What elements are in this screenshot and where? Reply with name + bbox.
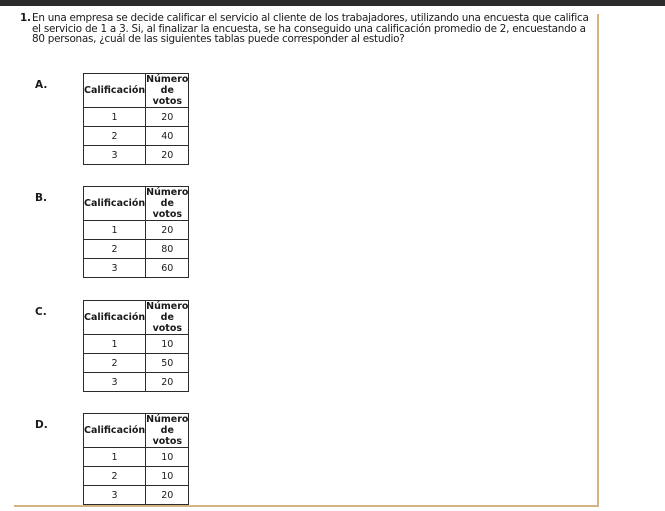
frame-right-border — [597, 14, 599, 507]
column-header-rating: Calificación — [84, 187, 146, 221]
rating-cell: 3 — [84, 373, 146, 392]
table-row — [84, 448, 189, 467]
votes-cell: 20 — [146, 221, 189, 240]
column-header-votes: Número de votos — [146, 74, 189, 107]
table-row — [84, 335, 189, 354]
votes-cell: 80 — [146, 240, 189, 259]
option-letter: C. — [35, 306, 47, 318]
rating-cell: 3 — [84, 146, 146, 165]
option-letter: B. — [35, 192, 47, 204]
rating-cell: 3 — [84, 486, 146, 505]
table-row — [84, 221, 189, 240]
table-row — [84, 373, 189, 392]
frame-bottom-border — [14, 505, 599, 507]
votes-cell: 10 — [146, 467, 189, 486]
table-row — [84, 467, 189, 486]
table-header-row — [84, 414, 189, 448]
votes-table — [83, 413, 189, 505]
column-header-votes: Número de votos — [146, 187, 189, 220]
rating-cell: 2 — [84, 467, 146, 486]
table-row — [84, 146, 189, 165]
votes-cell: 20 — [146, 108, 189, 127]
votes-table — [83, 300, 189, 392]
rating-cell: 1 — [84, 335, 146, 354]
rating-cell: 3 — [84, 259, 146, 278]
question-number: 1. — [20, 12, 31, 24]
votes-cell: 10 — [146, 448, 189, 467]
table-row — [84, 259, 189, 278]
question-text: En una empresa se decide calificar el servicio al cliente de los trabajadores, utilizando una encuesta que califica el servicio de 1 a 3. Si, al finalizar la encuesta, se ha conseguido una calificación promedio de 2, encuestando a 80 personas, ¿cuál de las siguientes tablas puede corresponder al estudio? — [32, 12, 589, 46]
table-row — [84, 354, 189, 373]
column-header-votes: Número de votos — [146, 414, 189, 447]
votes-cell: 50 — [146, 354, 189, 373]
rating-cell: 1 — [84, 108, 146, 127]
votes-cell: 20 — [146, 486, 189, 505]
option-letter: A. — [35, 79, 48, 91]
table-row — [84, 108, 189, 127]
rating-cell: 2 — [84, 240, 146, 259]
option-letter: D. — [35, 419, 48, 431]
votes-cell: 40 — [146, 127, 189, 146]
top-bar — [0, 0, 665, 6]
column-header-rating: Calificación — [84, 74, 146, 108]
table-header-row — [84, 301, 189, 335]
table-row — [84, 240, 189, 259]
rating-cell: 2 — [84, 127, 146, 146]
rating-cell: 1 — [84, 221, 146, 240]
column-header-votes: Número de votos — [146, 301, 189, 334]
rating-cell: 2 — [84, 354, 146, 373]
table-row — [84, 486, 189, 505]
votes-cell: 20 — [146, 373, 189, 392]
table-header-row — [84, 187, 189, 221]
votes-table — [83, 186, 189, 278]
question-block — [20, 13, 594, 45]
table-row — [84, 127, 189, 146]
votes-cell: 10 — [146, 335, 189, 354]
votes-cell: 20 — [146, 146, 189, 165]
column-header-rating: Calificación — [84, 301, 146, 335]
rating-cell: 1 — [84, 448, 146, 467]
votes-cell: 60 — [146, 259, 189, 278]
votes-table — [83, 73, 189, 165]
table-header-row — [84, 74, 189, 108]
column-header-rating: Calificación — [84, 414, 146, 448]
